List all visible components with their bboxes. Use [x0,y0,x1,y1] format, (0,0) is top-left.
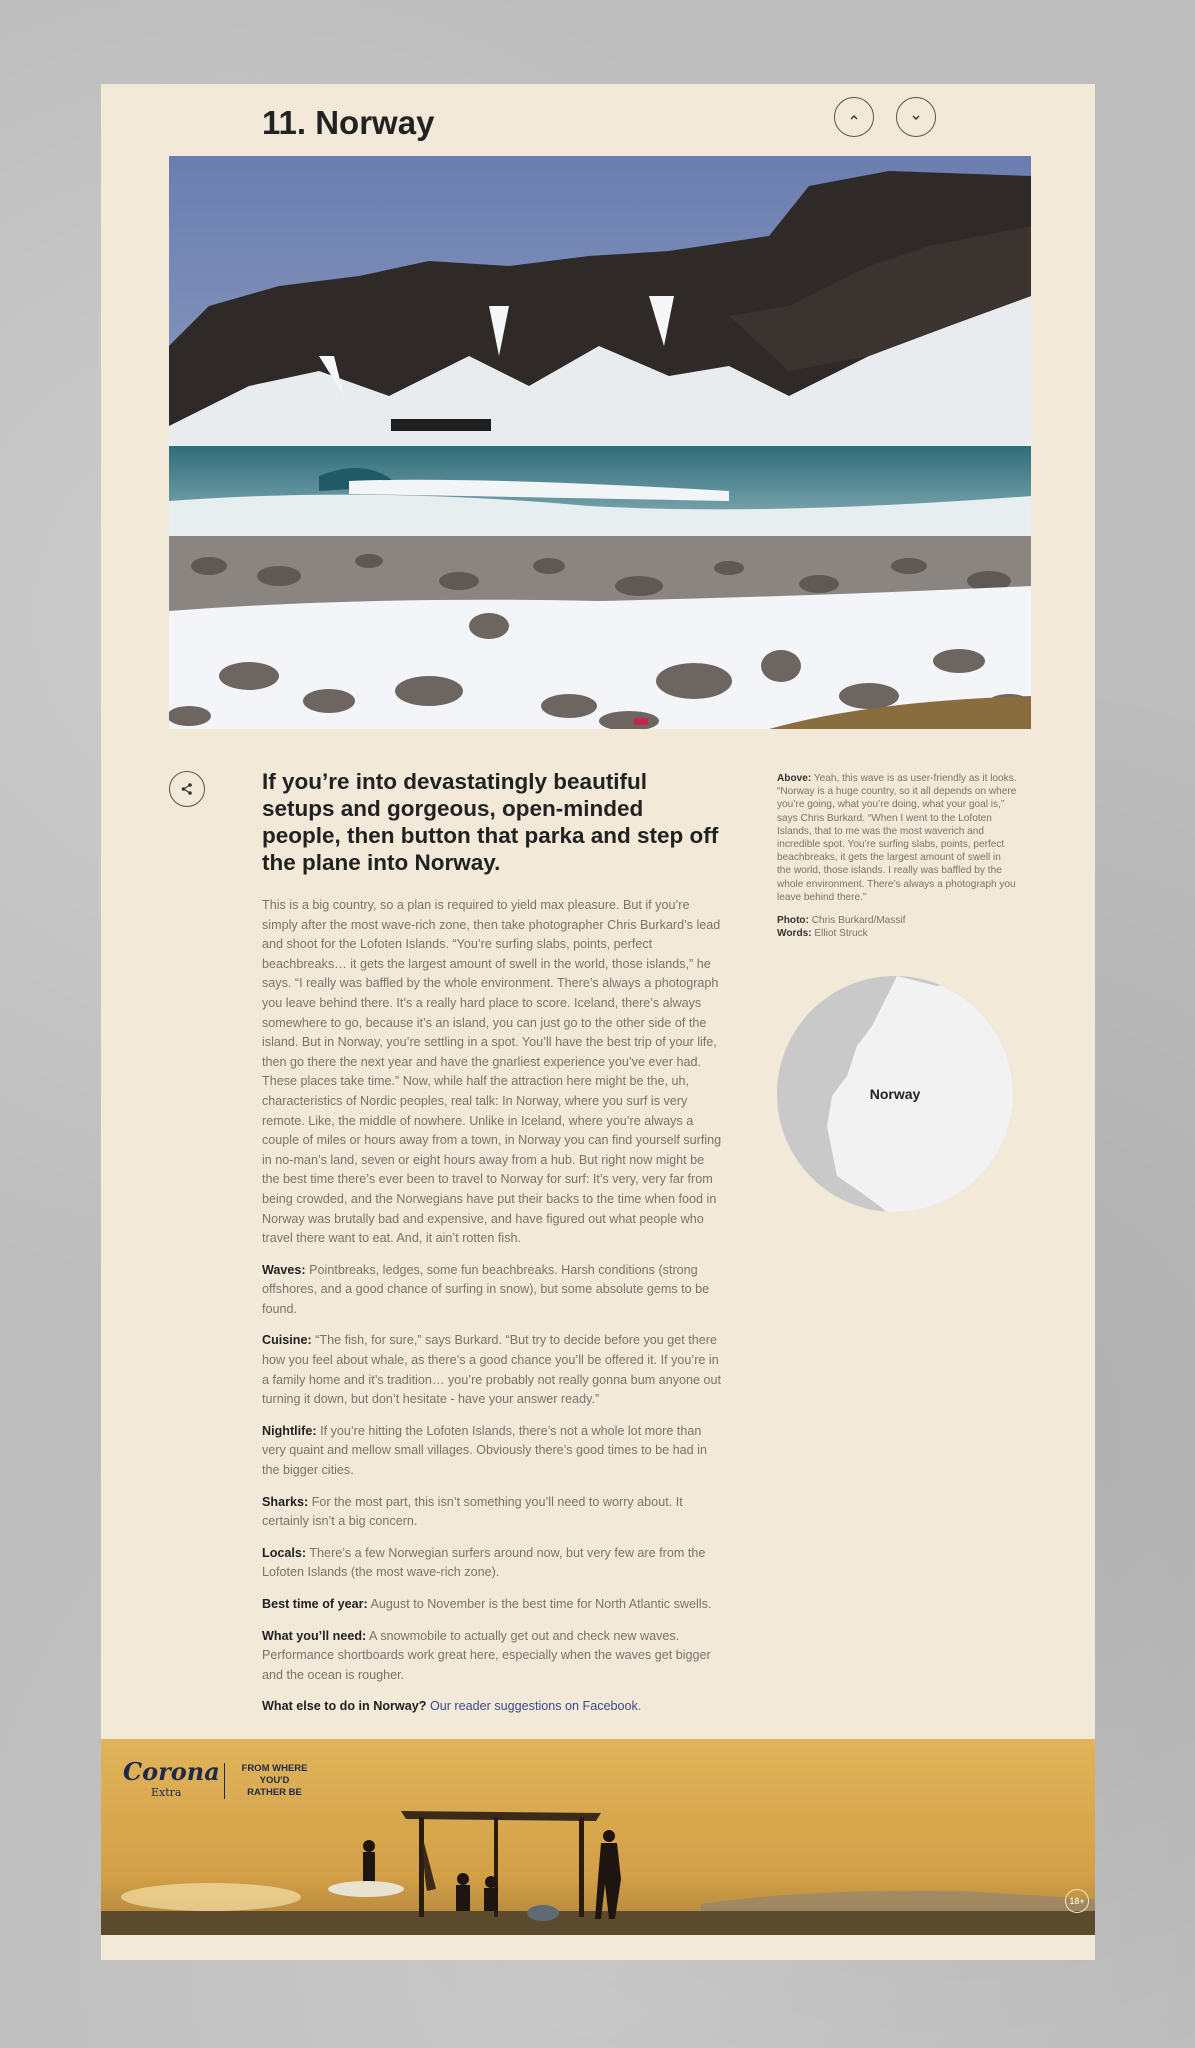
corona-logo: Corona Extra [123,1757,220,1799]
age-restriction-badge: 18+ [1065,1889,1089,1913]
fact-waves: Waves: Pointbreaks, ledges, some fun beachbreaks. Harsh conditions (strong offshores, and a good chance of surfing in snow), but some absolute gems to be found. [262,1262,710,1316]
chevron-up-icon [848,111,860,123]
credits: Photo: Chris Burkard/Massif Words: Elliot Struck [777,915,906,940]
chevron-down-icon [910,111,922,123]
article-panel [101,84,1095,1960]
article-body [262,768,722,1729]
previous-button[interactable] [834,97,874,137]
fact-sharks: Sharks: For the most part, this isn’t something you’ll need to worry about. It certainly isn’t a big concern. [262,1494,683,1529]
share-button[interactable] [169,771,205,807]
corona-advertisement[interactable] [101,1739,1095,1935]
share-icon [180,782,194,796]
more-info: What else to do in Norway? Our reader suggestions on Facebook. [262,1699,642,1714]
page-title: 11. Norway [262,104,435,141]
ad-tagline: FROM WHERE YOU'D RATHER BE [224,1763,314,1799]
fact-nightlife: Nightlife: If you’re hitting the Lofoten Islands, there’s not a whole lot more than very quaint and mellow small villages. Obviously there’s good times to be had in the bigger cities. [262,1423,707,1478]
location-map [777,976,1013,1212]
fact-what-youll-need: What you’ll need: A snowmobile to actually get out and check new waves. Performance shortboards work great here, especially when the waves get bigger and the ocean is rougher. [262,1628,711,1682]
sidebar [777,772,1017,940]
fact-locals: Locals: There’s a few Norwegian surfers around now, but very few are from the Lofoten Islands (the most wave-rich zone). [262,1545,706,1580]
fact-cuisine: Cuisine: “The fish, for sure,” says Burkard. “But try to decide before you get there how you feel about whale, as there’s a good chance you’ll be offered it. If you’re in a family home and it’s tradition… you’re probably not really gonna bum anyone out turning it down, but don’t hesitate - have your answer ready.” [262,1333,722,1407]
article-headline: If you’re into devastatingly beautiful setups and gorgeous, open-minded people, then button that parka and step off the plane into Norway. [262,769,719,875]
photo-caption: Above: Yeah, this wave is as user-friendly as it looks. “Norway is a huge country, so it all depends on where you’re going, what you’re doing, what your goal is,” says Chris Burkard. “When I went to the Lofoten Islands, that to me was the most waverich and incredible spot. You’re surfing slabs, points, perfect beachbreaks, it gets the largest amount of swell in the world, those islands. I really was baffled by the whole environment. There’s always a photograph you leave behind there.” [777,773,1017,903]
hero-photo [169,156,1031,729]
map-label: Norway [869,1086,921,1102]
next-button[interactable] [896,97,936,137]
intro-paragraph: This is a big country, so a plan is required to yield max pleasure. But if you’re simply after the most wave-rich zone, then take photographer Chris Burkard’s lead and shoot for the Lofoten Islands. “You’re surfing slabs, points, perfect beachbreaks… it gets the largest amount of swell in the world, those islands,” he says. “I really was baffled by the whole environment. There’s always a photograph you leave behind there. It’s a really hard place to score. Iceland, there’s always somewhere to go, because it’s an island, you can just go to the other side of the island. But in Norway, you’re settling in a spot. You’ll have the best trip of your life, then go there the next year and have the gnarliest experience you’ve ever had. These places take time.” Now, while half the attraction here might be the, uh, characteristics of Nordic peoples, real talk: In Norway, where you surf is very remote. Like, the middle of nowhere. Unlike in Iceland, where you’re always a couple of miles or hours away from a town, in Norway you can find yourself surfing in no-man’s land, seven or eight hours away from a hub. But right now might be the best time there’s ever been to travel to Norway for surf: It’s very, very far from being crowded, and the Norwegians have put their backs to the time when food in Norway was brutally bad and expensive, and have figured out what people who travel there want to eat. And, it ain’t rotten fish. [262,898,722,1246]
fact-best-time: Best time of year: August to November is the best time for North Atlantic swells. [262,1597,712,1611]
facebook-suggestions-link[interactable]: Our reader suggestions on Facebook [429,1699,638,1714]
